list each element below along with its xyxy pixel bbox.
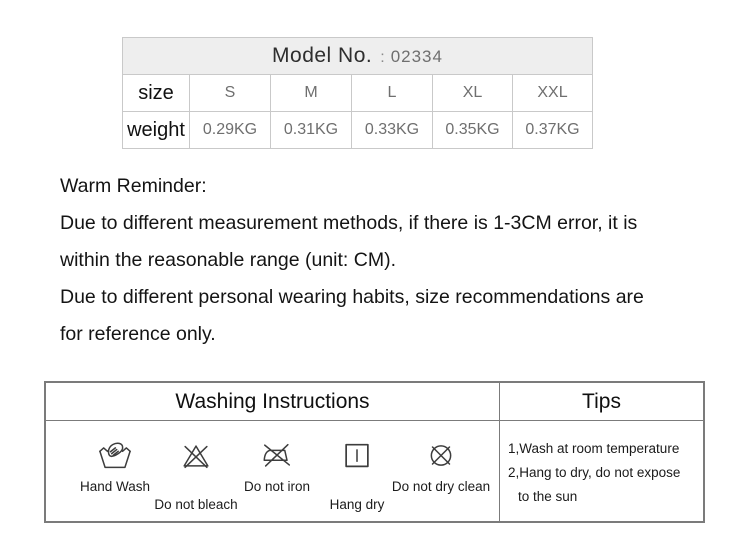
hand-wash-icon (98, 439, 132, 473)
weight-cell: 0.29KG (190, 112, 271, 149)
care-instructions-table (44, 381, 705, 523)
tips-area (499, 421, 703, 521)
tip-line: 2,Hang to dry, do not expose (508, 465, 681, 480)
weight-cell: 0.35KG (433, 112, 513, 149)
size-cell: M (271, 75, 352, 112)
weight-row (123, 112, 593, 149)
weight-cell: 0.31KG (271, 112, 352, 149)
size-row-label: size (123, 75, 190, 112)
size-cell: XXL (513, 75, 593, 112)
tips-header: Tips (499, 383, 703, 421)
weight-cell: 0.37KG (513, 112, 593, 149)
warm-reminder (60, 168, 720, 353)
do-not-iron-label: Do not iron (243, 479, 311, 494)
size-cell: S (190, 75, 271, 112)
washing-instructions-header: Washing Instructions (46, 383, 499, 421)
size-cell: L (352, 75, 433, 112)
do-not-bleach-label: Do not bleach (154, 497, 238, 512)
warm-reminder-line: Due to different measurement methods, if there is 1-3CM error, it is (60, 212, 638, 234)
model-no-separator: : (380, 49, 385, 66)
size-row (123, 75, 593, 112)
do-not-dry-clean-icon (424, 439, 458, 473)
size-cell: XL (433, 75, 513, 112)
weight-cell: 0.33KG (352, 112, 433, 149)
do-not-iron-icon (260, 439, 294, 473)
model-no-value: 02334 (390, 47, 443, 66)
do-not-dry-clean-label: Do not dry clean (391, 479, 491, 494)
tip-line: to the sun (518, 489, 578, 504)
size-weight-table (122, 37, 593, 149)
do-not-bleach-icon (179, 439, 213, 473)
hang-dry-label: Hang dry (329, 497, 385, 512)
warm-reminder-line: for reference only. (60, 323, 216, 345)
tip-line: 1,Wash at room temperature (508, 441, 680, 456)
model-no-header (123, 38, 593, 75)
hand-wash-label: Hand Wash (79, 479, 151, 494)
warm-reminder-title: Warm Reminder: (60, 175, 207, 197)
model-no-label: Model No. (272, 44, 373, 67)
model-no-row (123, 38, 593, 75)
warm-reminder-line: Due to different personal wearing habits, size recommendations are (60, 286, 644, 308)
weight-row-label: weight (123, 112, 190, 149)
hang-dry-icon (340, 439, 374, 473)
warm-reminder-line: within the reasonable range (unit: CM). (60, 249, 397, 271)
washing-icons-area (46, 421, 499, 521)
